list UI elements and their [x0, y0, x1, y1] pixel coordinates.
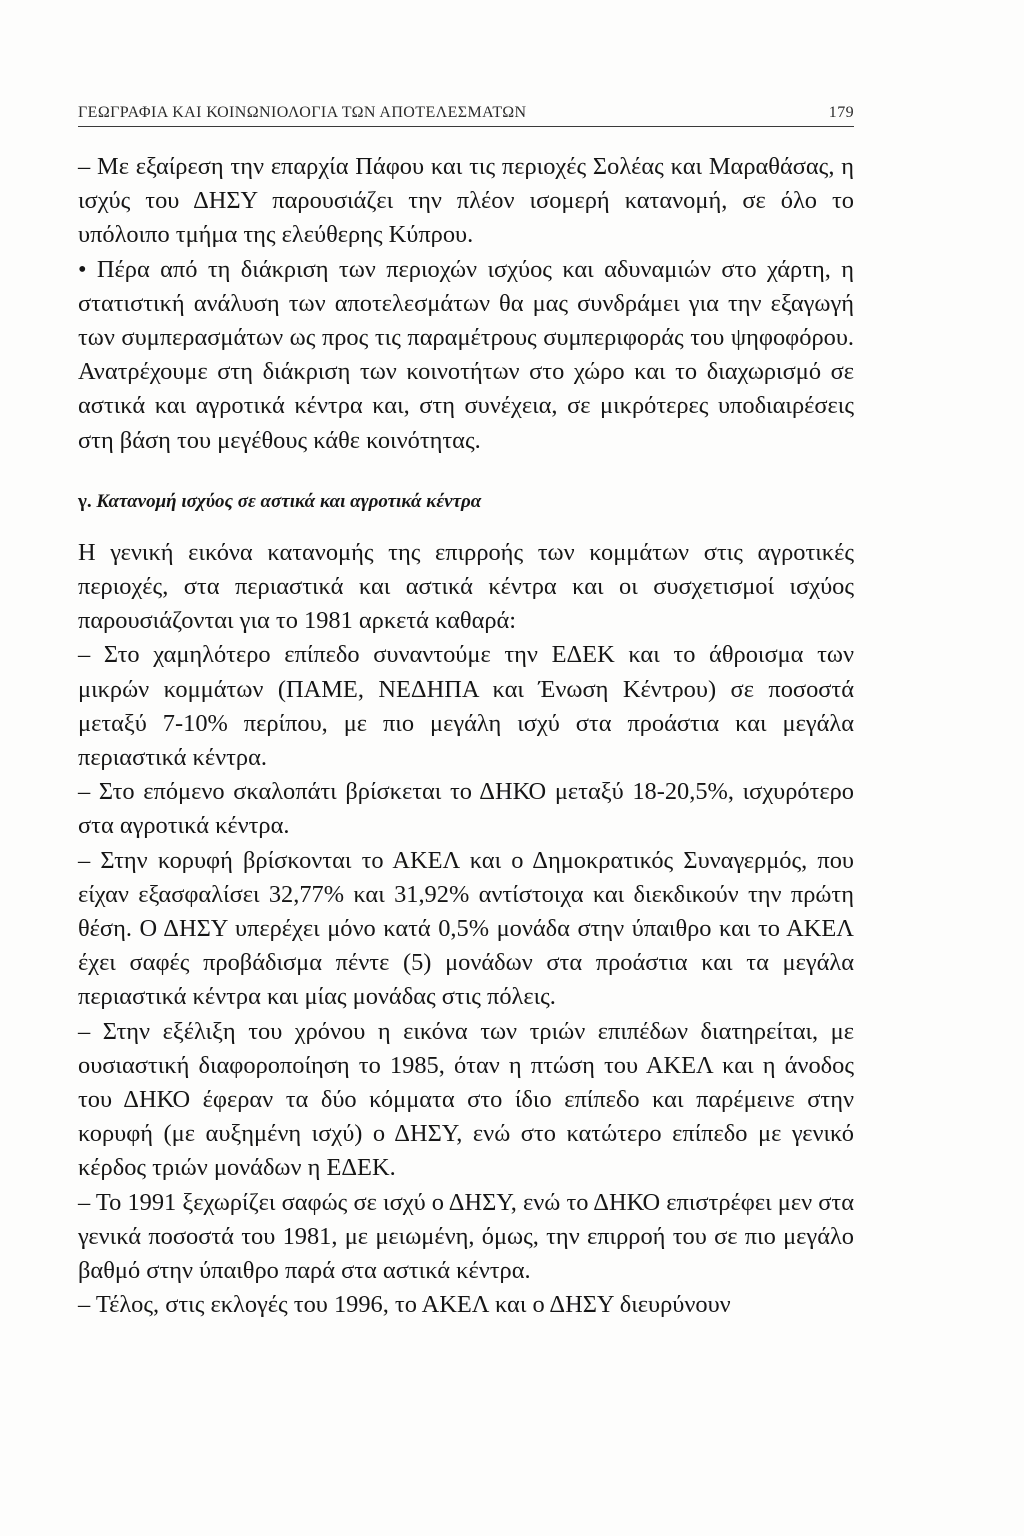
- running-title: ΓΕΩΓΡΑΦΙΑ ΚΑΙ ΚΟΙΝΩΝΙΟΛΟΓΙΑ ΤΩΝ ΑΠΟΤΕΛΕΣΜΑΤΩΝ: [78, 104, 527, 121]
- section-heading: [78, 489, 854, 515]
- paragraph-intro-1981: Η γενική εικόνα κατανομής της επιρροής των κομμάτων στις αγροτικές περιοχές, στα περιαστικά και αστικά κέντρα και οι συσχετισμοί ισχύος παρουσιάζονται για το 1981 αρκετά καθαρά:: [78, 538, 854, 635]
- page-number: 179: [828, 104, 854, 121]
- running-header: [78, 104, 854, 127]
- body-text: [78, 150, 854, 1323]
- paragraph-bullet-analysis: • Πέρα από τη διάκριση των περιοχών ισχύος και αδυναμιών στο χάρτη, η στατιστική ανάλυση των αποτελεσμάτων θα μας συνδράμει για την εξαγωγή των συμπερασμάτων ως προς τις παραμέτρους συμπεριφοράς του ψηφοφόρου. Ανατρέχουμε στη διάκριση των κοινοτήτων στο χώρο και το διαχωρισμό σε αστικά και αγροτικά κέντρα και, στη συνέχεια, σε μικρότερες υποδιαιρέσεις στη βάση του μεγέθους κάθε κοινότητας.: [78, 255, 854, 454]
- paragraph-1996: – Τέλος, στις εκλογές του 1996, το ΑΚΕΛ και ο ΔΗΣΥ διευρύνουν: [78, 1291, 731, 1319]
- paragraph-1991: – Το 1991 ξεχωρίζει σαφώς σε ισχύ ο ΔΗΣΥ, ενώ το ΔΗΚΟ επιστρέφει μεν στα γενικά ποσοστά του 1981, με μειωμένη, όμως, την επιρροή του σε πιο μεγάλο βαθμό στην ύπαιθρο παρά στα αστικά κέντρα.: [78, 1188, 854, 1285]
- paragraph-evolution-1985: – Στην εξέλιξη του χρόνου η εικόνα των τριών επιπέδων διατηρείται, με ουσιαστική διαφοροποίηση το 1985, όταν η πτώση του ΑΚΕΛ και η άνοδος του ΔΗΚΟ έφεραν τα δύο κόμματα στο ίδιο επίπεδο και παρέμεινε στην κορυφή (με αυξημένη ισχύ) ο ΔΗΣΥ, ενώ στο κατώτερο επίπεδο με γενικό κέρδος τριών μονάδων η ΕΔΕΚ.: [78, 1017, 854, 1182]
- section-number: γ.: [78, 490, 92, 512]
- paragraph-lowest-level: – Στο χαμηλότερο επίπεδο συναντούμε την ΕΔΕΚ και το άθροισμα των μικρών κομμάτων (ΠΑΜΕ, ΝΕΔΗΠΑ και Ένωση Κέντρου) σε ποσοστά μεταξύ 7-10% περίπου, με πιο μεγάλη ισχύ στα προάστια και μεγάλα περιαστικά κέντρα.: [78, 641, 854, 772]
- paragraph-next-step: – Στο επόμενο σκαλοπάτι βρίσκεται το ΔΗΚΟ μεταξύ 18-20,5%, ισχυρότερο στα αγροτικά κέντρα.: [78, 778, 854, 840]
- paragraph-dash-paphos: – Με εξαίρεση την επαρχία Πάφου και τις περιοχές Σολέας και Μαραθάσας, η ισχύς του ΔΗΣΥ παρουσιάζει την πλέον ισομερή κατανομή, σε όλο το υπόλοιπο τμήμα της ελεύθερης Κύπρου.: [78, 153, 854, 249]
- section-title: Κατανομή ισχύος σε αστικά και αγροτικά κέντρα: [96, 490, 482, 512]
- paragraph-top-level: – Στην κορυφή βρίσκονται το ΑΚΕΛ και ο Δημοκρατικός Συναγερμός, που είχαν εξασφαλίσει 32,77% και 31,92% αντίστοιχα και διεκδικούν την πρώτη θέση. Ο ΔΗΣΥ υπερέχει μόνο κατά 0,5% μονάδα στην ύπαιθρο και το ΑΚΕΛ έχει σαφές προβάδισμα πέντε (5) μονάδων στα προάστια και τα μεγάλα περιαστικά κέντρα και μίας μονάδας στις πόλεις.: [78, 846, 854, 1011]
